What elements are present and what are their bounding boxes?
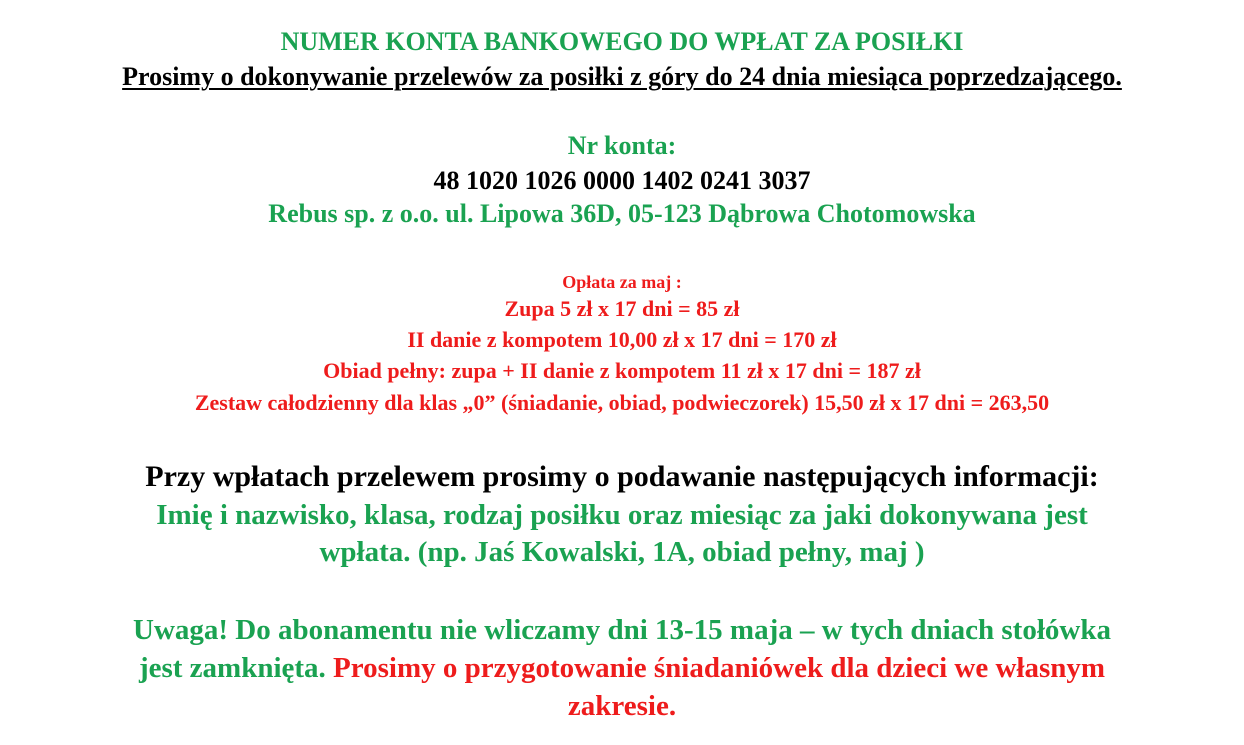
company-address: Rebus sp. z o.o. ul. Lipowa 36D, 05-123 Dąbrowa Chotomowska xyxy=(268,199,976,228)
instructions-example: wpłata. (np. Jaś Kowalski, 1A, obiad pełny, maj ) xyxy=(319,536,925,568)
fee-item: Obiad pełny: zupa + II danie z kompotem 11 zł x 17 dni = 187 zł xyxy=(323,358,921,383)
account-label: Nr konta: xyxy=(567,131,677,160)
fee-item: Zupa 5 zł x 17 dni = 85 zł xyxy=(504,296,740,321)
account-number: 48 1020 1026 0000 1402 0241 3037 xyxy=(433,166,811,195)
closure-notice: Uwaga! Do abonamentu nie wliczamy dni 13-15 maja – w tych dniach stołówka xyxy=(133,614,1111,646)
instructions-line: Imię i nazwisko, klasa, rodzaj posiłku oraz miesiąc za jaki dokonywana jest xyxy=(156,499,1088,531)
fee-item: II danie z kompotem 10,00 zł x 17 dni = 170 zł xyxy=(407,327,837,352)
fees-heading: Opłata za maj : xyxy=(562,272,682,292)
closure-notice-continued xyxy=(0,654,1244,683)
payment-deadline-note: Prosimy o dokonywanie przelewów za posiłki z góry do 24 dnia miesiąca poprzedzającego. xyxy=(122,62,1122,91)
page-title: NUMER KONTA BANKOWEGO DO WPŁAT ZA POSIŁKI xyxy=(280,27,964,56)
fee-item: Zestaw całodzienny dla klas „0” (śniadanie, obiad, podwieczorek) 15,50 zł x 17 dni = 263,50 xyxy=(194,390,1050,415)
breakfast-request-end: zakresie. xyxy=(567,690,677,722)
breakfast-request: Prosimy o przygotowanie śniadaniówek dla dzieci we własnym xyxy=(325,652,1106,684)
closure-notice-green: jest zamknięta. xyxy=(138,652,326,684)
instructions-heading: Przy wpłatach przelewem prosimy o podawanie następujących informacji: xyxy=(145,460,1099,493)
